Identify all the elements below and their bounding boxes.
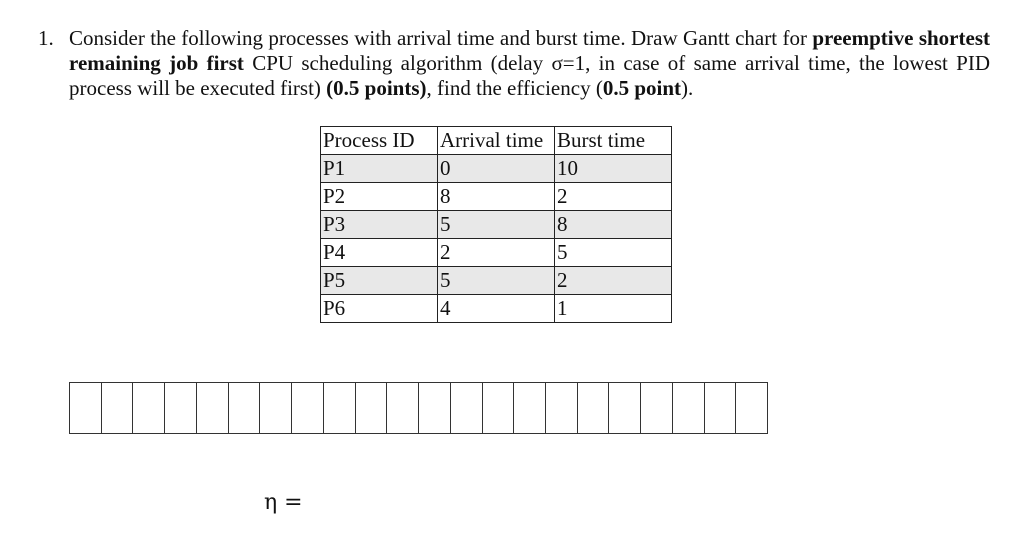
header-arrival-time: Arrival time bbox=[438, 127, 555, 155]
question-text-part-1: Consider the following processes with arrival time and burst time. Draw Gantt chart for bbox=[69, 26, 813, 50]
cell-burst-time: 5 bbox=[555, 239, 672, 267]
gantt-cell[interactable] bbox=[356, 383, 388, 433]
gantt-cell[interactable] bbox=[673, 383, 705, 433]
question-text-part-4: ). bbox=[681, 76, 694, 100]
gantt-cell[interactable] bbox=[292, 383, 324, 433]
cell-process-id: P5 bbox=[321, 267, 438, 295]
cell-arrival-time: 2 bbox=[438, 239, 555, 267]
gantt-cell[interactable] bbox=[514, 383, 546, 433]
table-row bbox=[321, 211, 672, 239]
cell-process-id: P2 bbox=[321, 183, 438, 211]
cell-burst-time: 1 bbox=[555, 295, 672, 323]
question-bold-points: (0.5 points) bbox=[326, 76, 427, 100]
table-row bbox=[321, 295, 672, 323]
gantt-cell[interactable] bbox=[609, 383, 641, 433]
question-bold-algorithm: preemptive shortest remaining job first bbox=[69, 26, 990, 75]
gantt-cell[interactable] bbox=[133, 383, 165, 433]
question-text bbox=[69, 26, 990, 101]
cell-arrival-time: 5 bbox=[438, 211, 555, 239]
gantt-cell[interactable] bbox=[102, 383, 134, 433]
gantt-cell[interactable] bbox=[324, 383, 356, 433]
gantt-cell[interactable] bbox=[70, 383, 102, 433]
table-row bbox=[321, 155, 672, 183]
gantt-cell[interactable] bbox=[165, 383, 197, 433]
table-row bbox=[321, 183, 672, 211]
cell-process-id: P6 bbox=[321, 295, 438, 323]
table-row bbox=[321, 267, 672, 295]
efficiency-label: η = bbox=[264, 490, 303, 515]
gantt-cell[interactable] bbox=[197, 383, 229, 433]
question-text-part-2: CPU scheduling algorithm (delay σ=1, in case of same arrival time, the lowest PID process will be executed first) bbox=[69, 51, 990, 100]
cell-process-id: P1 bbox=[321, 155, 438, 183]
question-number: 1. bbox=[38, 26, 54, 50]
process-table bbox=[320, 126, 672, 323]
cell-process-id: P3 bbox=[321, 211, 438, 239]
gantt-cell[interactable] bbox=[229, 383, 261, 433]
gantt-cell[interactable] bbox=[705, 383, 737, 433]
gantt-cell[interactable] bbox=[578, 383, 610, 433]
header-process-id: Process ID bbox=[321, 127, 438, 155]
gantt-cell[interactable] bbox=[483, 383, 515, 433]
cell-burst-time: 8 bbox=[555, 211, 672, 239]
gantt-cell[interactable] bbox=[387, 383, 419, 433]
gantt-cell[interactable] bbox=[641, 383, 673, 433]
question-bold-point: 0.5 point bbox=[602, 76, 682, 100]
cell-arrival-time: 4 bbox=[438, 295, 555, 323]
cell-burst-time: 10 bbox=[555, 155, 672, 183]
cell-burst-time: 2 bbox=[555, 183, 672, 211]
question-block bbox=[38, 26, 990, 101]
gantt-chart-grid[interactable] bbox=[69, 382, 768, 434]
cell-arrival-time: 5 bbox=[438, 267, 555, 295]
cell-arrival-time: 8 bbox=[438, 183, 555, 211]
cell-process-id: P4 bbox=[321, 239, 438, 267]
question-text-part-3: , find the efficiency ( bbox=[426, 76, 603, 100]
gantt-cell[interactable] bbox=[419, 383, 451, 433]
cell-arrival-time: 0 bbox=[438, 155, 555, 183]
gantt-cell[interactable] bbox=[546, 383, 578, 433]
gantt-cell[interactable] bbox=[736, 383, 767, 433]
header-burst-time: Burst time bbox=[555, 127, 672, 155]
cell-burst-time: 2 bbox=[555, 267, 672, 295]
gantt-cell[interactable] bbox=[451, 383, 483, 433]
gantt-cell[interactable] bbox=[260, 383, 292, 433]
table-header-row bbox=[321, 127, 672, 155]
table-row bbox=[321, 239, 672, 267]
